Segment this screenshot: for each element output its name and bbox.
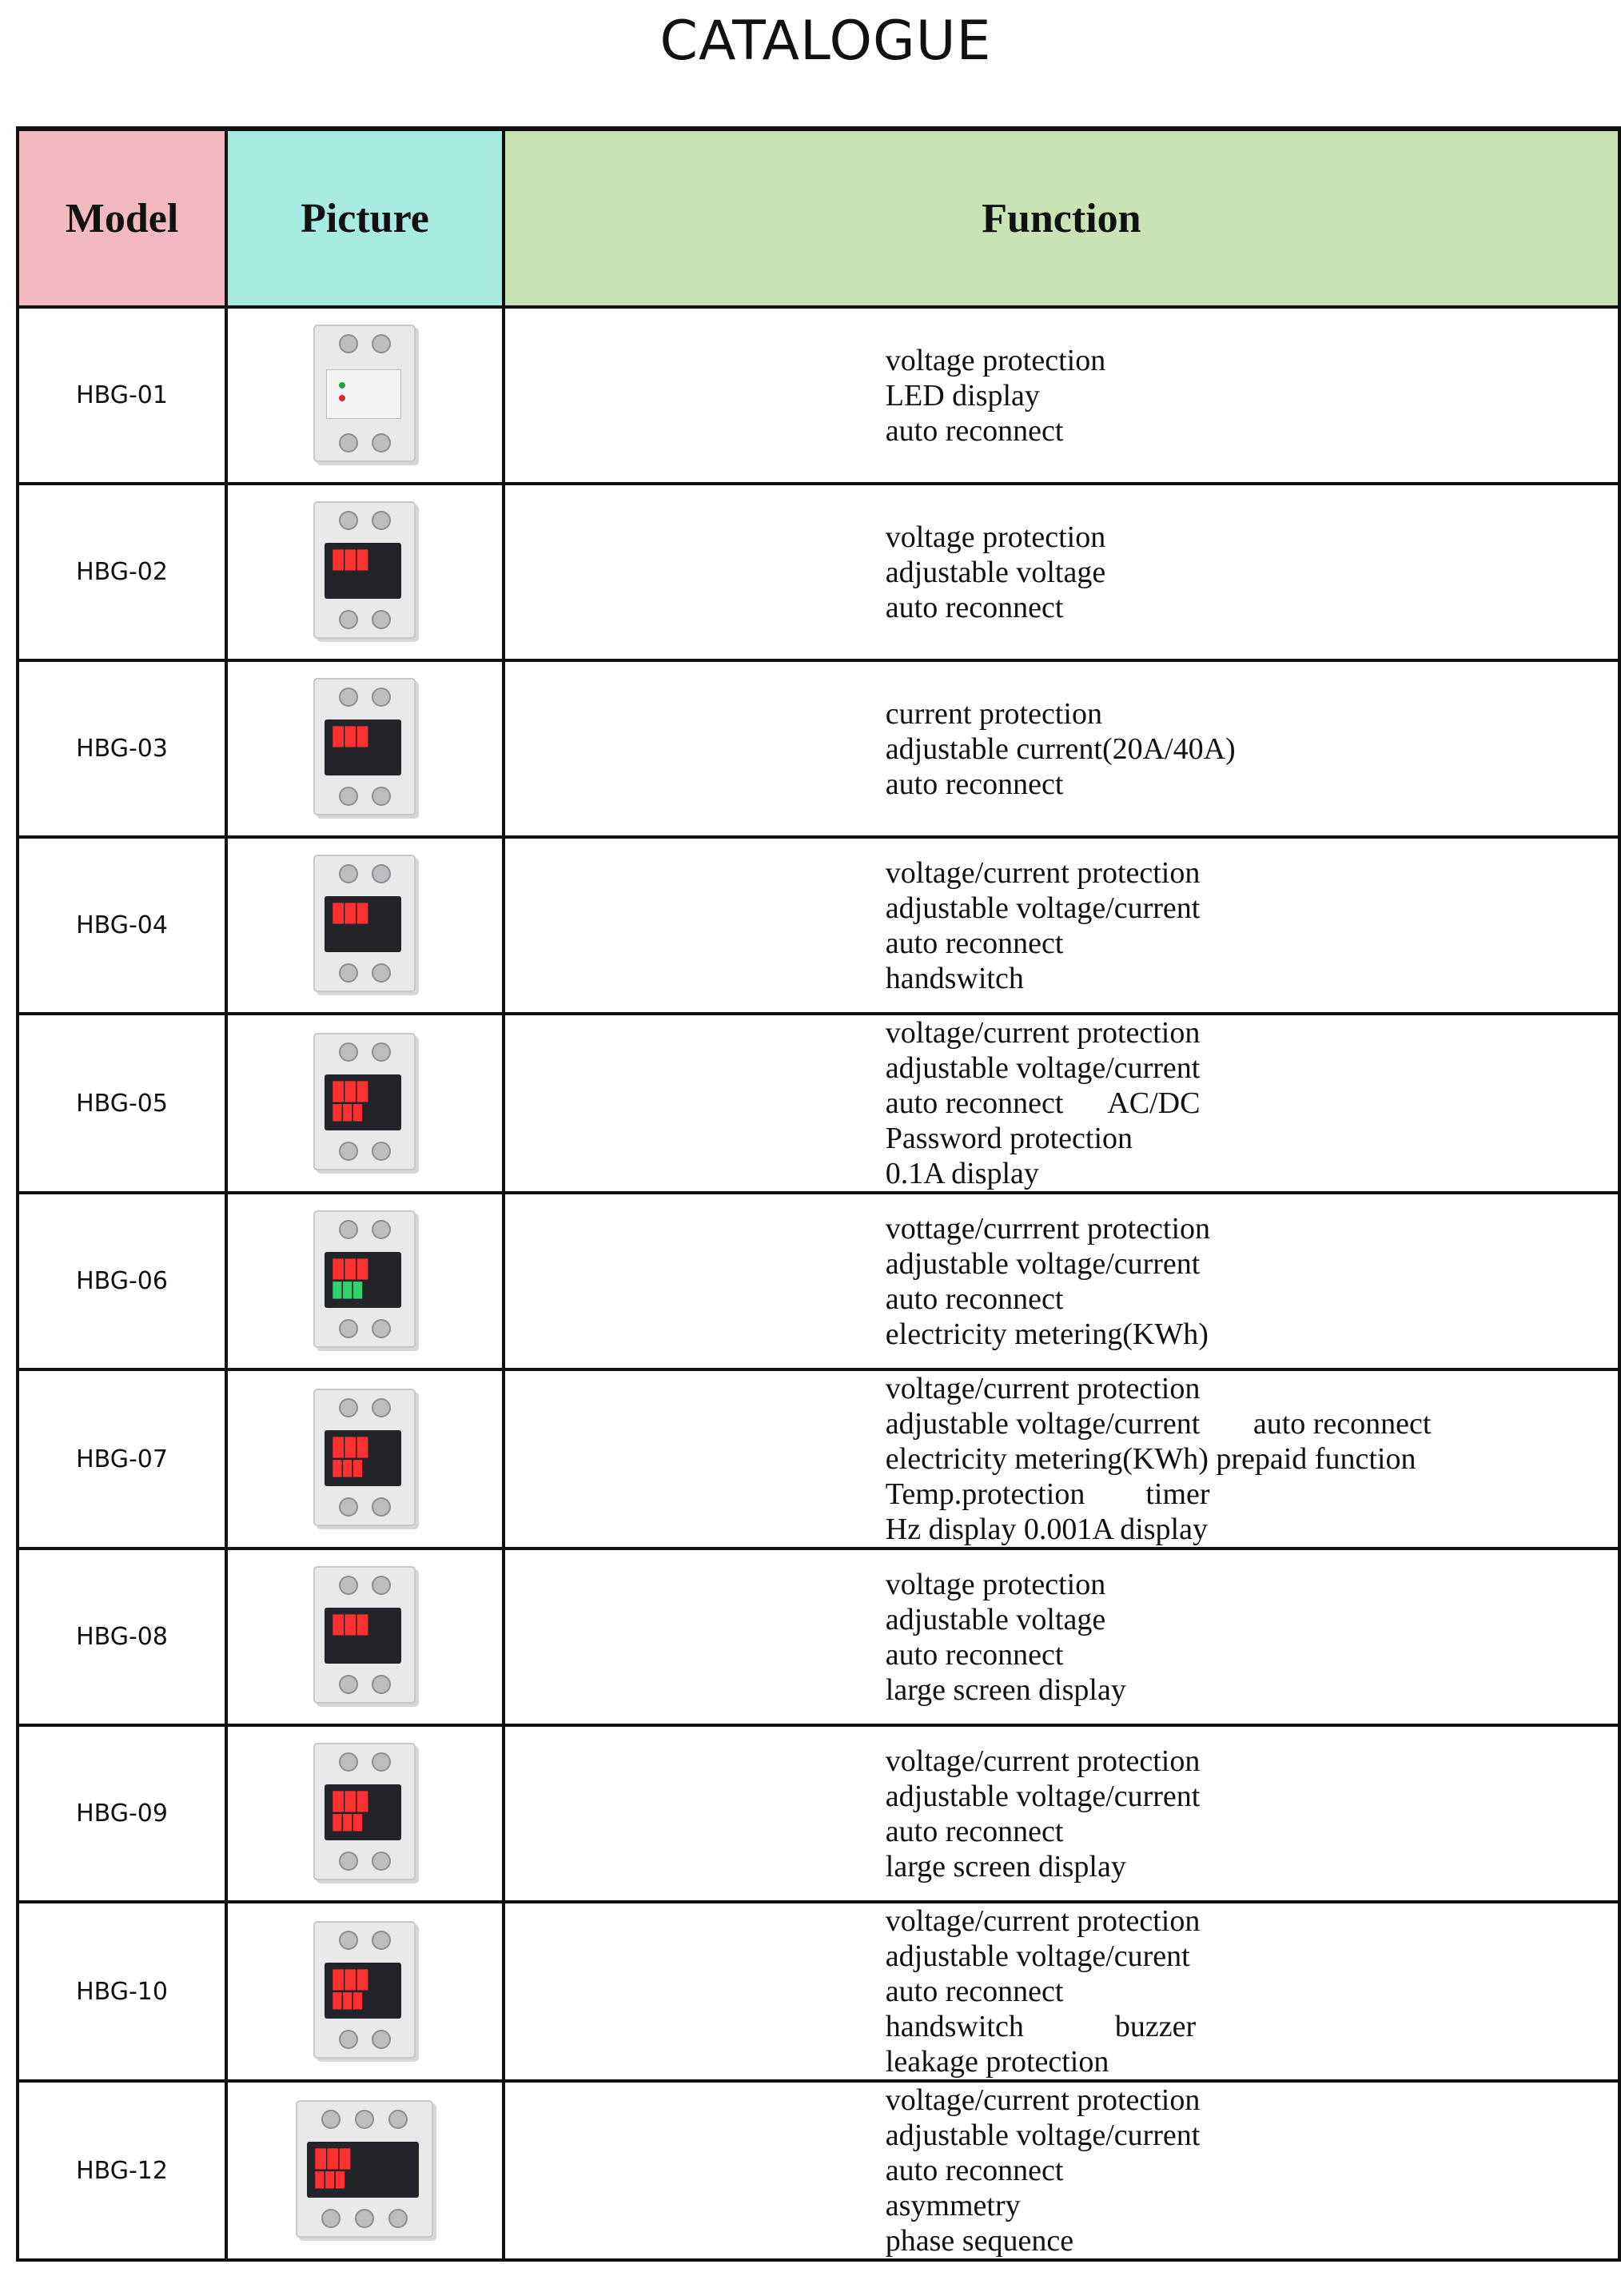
display-panel-icon: [325, 1430, 401, 1486]
screw-icon: [339, 1319, 358, 1338]
function-item: auto reconnect: [885, 1975, 1064, 2008]
table-row: [18, 1902, 1619, 2081]
function-cell: [504, 484, 1619, 660]
function-item: phase sequence: [885, 2224, 1074, 2258]
function-cell: [504, 660, 1619, 837]
function-item: auto reconnect: [885, 1637, 1064, 1672]
picture-cell: [226, 1902, 504, 2081]
function-item: leakage protection: [885, 2045, 1109, 2079]
model-cell: HBG-07: [18, 1369, 226, 1549]
function-item: adjustable current(20A/40A): [885, 731, 1236, 766]
seven-segment-digits-icon: ███: [333, 1282, 364, 1299]
screw-icon: [339, 864, 358, 883]
model-cell: HBG-02: [18, 484, 226, 660]
screw-icon: [388, 2110, 408, 2129]
screw-icon: [372, 511, 391, 530]
function-item: adjustable voltage/current: [885, 1051, 1201, 1085]
function-item: handswitch buzzer: [885, 2010, 1197, 2043]
function-item: voltage/current protection: [885, 1016, 1201, 1050]
table-row: [18, 837, 1619, 1014]
din-rail-protector-display-icon: [313, 501, 416, 639]
seven-segment-digits-icon: ███: [315, 2149, 352, 2170]
header-row: [18, 129, 1619, 307]
seven-segment-digits-icon: ███: [333, 1460, 364, 1477]
table-row: [18, 307, 1619, 484]
screw-icon: [372, 1931, 391, 1950]
function-item: adjustable voltage/current: [885, 2119, 1201, 2152]
display-panel-icon: [325, 896, 401, 952]
screw-icon: [339, 1220, 358, 1239]
table-row: [18, 660, 1619, 837]
seven-segment-digits-icon: ███: [333, 1437, 370, 1458]
display-panel-icon: [307, 2142, 419, 2198]
function-item: large screen display: [885, 1672, 1126, 1707]
display-panel-icon: [325, 543, 401, 599]
screw-icon: [372, 787, 391, 806]
function-item: auto reconnect: [885, 2154, 1064, 2187]
din-rail-protector-large-display-icon: [313, 1566, 416, 1704]
picture-cell: [226, 837, 504, 1014]
seven-segment-digits-icon: ███: [333, 1815, 364, 1832]
seven-segment-digits-icon: ███: [333, 1792, 370, 1812]
seven-segment-digits-icon: ███: [333, 1082, 370, 1102]
screw-icon: [355, 2209, 374, 2228]
function-cell: [504, 1193, 1619, 1369]
function-list: [505, 520, 1618, 625]
picture-cell: [226, 484, 504, 660]
table-row: [18, 1014, 1619, 1193]
function-list: [505, 1567, 1618, 1708]
screw-icon: [372, 963, 391, 983]
screw-icon: [372, 1398, 391, 1417]
screw-icon: [339, 1675, 358, 1694]
screw-icon: [355, 2110, 374, 2129]
screw-icon: [339, 1752, 358, 1772]
function-item: asymmetry: [885, 2189, 1021, 2222]
function-item: adjustable voltage: [885, 1602, 1106, 1636]
table-row: [18, 484, 1619, 660]
screw-icon: [372, 1142, 391, 1161]
function-list: [505, 343, 1618, 448]
display-panel-icon: [325, 1608, 401, 1664]
function-item: voltage/current protection: [885, 1904, 1201, 1938]
screw-icon: [372, 433, 391, 452]
seven-segment-digits-icon: ███: [333, 904, 370, 924]
din-rail-protector-dual-display-icon: [313, 1033, 416, 1170]
screw-icon: [321, 2209, 341, 2228]
screw-icon: [339, 963, 358, 983]
function-item: voltage/current protection: [885, 1372, 1201, 1405]
model-cell: HBG-12: [18, 2081, 226, 2260]
function-cell: [504, 837, 1619, 1014]
seven-segment-digits-icon: ███: [333, 1992, 364, 2010]
table-row: [18, 1369, 1619, 1549]
function-list: [505, 855, 1618, 996]
seven-segment-digits-icon: ███: [333, 727, 370, 747]
function-list: [505, 1015, 1618, 1191]
screw-icon: [372, 1497, 391, 1517]
seven-segment-digits-icon: ███: [333, 1104, 364, 1122]
screw-icon: [372, 1675, 391, 1694]
function-item: Temp.protection timer: [885, 1477, 1210, 1511]
display-panel-icon: [325, 1074, 401, 1130]
picture-cell: [226, 2081, 504, 2260]
screw-icon: [372, 1752, 391, 1772]
screw-icon: [339, 610, 358, 629]
screw-icon: [372, 2030, 391, 2049]
din-rail-protector-switch-icon: [313, 855, 416, 992]
screw-icon: [372, 610, 391, 629]
function-item: Password protection: [885, 1122, 1133, 1155]
function-item: large screen display: [885, 1849, 1126, 1883]
table-row: [18, 1549, 1619, 1725]
screw-icon: [339, 1497, 358, 1517]
picture-cell: [226, 1725, 504, 1902]
function-list: [505, 1371, 1618, 1547]
function-item: auto reconnect AC/DC: [885, 1086, 1201, 1120]
din-rail-protector-multi-display-icon: [313, 1389, 416, 1526]
model-cell: HBG-10: [18, 1902, 226, 2081]
display-panel-icon: [325, 719, 401, 775]
screw-icon: [339, 433, 358, 452]
model-cell: HBG-08: [18, 1549, 226, 1725]
picture-cell: [226, 660, 504, 837]
table-row: [18, 2081, 1619, 2260]
function-item: adjustable voltage/current: [885, 1779, 1201, 1813]
header-picture: Picture: [226, 129, 504, 307]
model-cell: HBG-05: [18, 1014, 226, 1193]
function-item: auto reconnect: [885, 1282, 1064, 1316]
function-list: [505, 2083, 1618, 2258]
display-panel-icon: [325, 1963, 401, 2019]
din-rail-protector-led-icon: [313, 325, 416, 462]
screw-icon: [339, 511, 358, 530]
screw-icon: [339, 1142, 358, 1161]
function-item: auto reconnect: [885, 926, 1064, 960]
screw-icon: [372, 864, 391, 883]
screw-icon: [339, 1576, 358, 1595]
din-rail-protector-three-phase-icon: [296, 2100, 433, 2238]
screw-icon: [339, 1042, 358, 1062]
function-item: current protection: [885, 696, 1102, 731]
function-item: vottage/currrent protection: [885, 1211, 1210, 1246]
screw-icon: [388, 2209, 408, 2228]
display-panel-icon: [325, 1784, 401, 1840]
function-cell: [504, 307, 1619, 484]
model-cell: HBG-03: [18, 660, 226, 837]
seven-segment-digits-icon: ███: [333, 551, 370, 571]
function-item: auto reconnect: [885, 1814, 1064, 1848]
seven-segment-digits-icon: ███: [333, 1970, 370, 1991]
function-item: LED display: [885, 378, 1040, 413]
function-item: electricity metering(KWh): [885, 1317, 1209, 1351]
function-item: auto reconnect: [885, 413, 1064, 448]
screw-icon: [372, 688, 391, 707]
page-title: CATALOGUE: [659, 10, 992, 73]
picture-cell: [226, 1014, 504, 1193]
function-item: Hz display 0.001A display: [885, 1513, 1208, 1546]
screw-icon: [339, 1931, 358, 1950]
screw-icon: [339, 2030, 358, 2049]
function-item: adjustable voltage/current: [885, 891, 1201, 925]
din-rail-protector-leakage-icon: [313, 1921, 416, 2059]
function-item: adjustable voltage: [885, 555, 1106, 589]
function-item: adjustable voltage/current: [885, 1246, 1201, 1281]
din-rail-protector-large-dual-display-icon: [313, 1743, 416, 1880]
model-cell: HBG-06: [18, 1193, 226, 1369]
screw-icon: [339, 1398, 358, 1417]
function-item: auto reconnect: [885, 767, 1064, 801]
function-cell: [504, 1902, 1619, 2081]
function-item: voltage protection: [885, 520, 1106, 554]
picture-cell: [226, 1193, 504, 1369]
screw-icon: [339, 688, 358, 707]
display-panel-icon: [325, 1252, 401, 1308]
function-item: voltage protection: [885, 1567, 1106, 1601]
function-cell: [504, 1725, 1619, 1902]
screw-icon: [372, 1220, 391, 1239]
function-item: voltage protection: [885, 343, 1106, 377]
function-cell: [504, 1549, 1619, 1725]
function-item: adjustable voltage/current auto reconnect: [885, 1407, 1432, 1441]
header-model: Model: [18, 129, 226, 307]
screw-icon: [339, 1852, 358, 1871]
function-item: voltage/current protection: [885, 1744, 1201, 1778]
picture-cell: [226, 1369, 504, 1549]
function-list: [505, 1744, 1618, 1884]
screw-icon: [339, 787, 358, 806]
function-cell: [504, 2081, 1619, 2260]
seven-segment-digits-icon: ███: [333, 1260, 370, 1280]
picture-cell: [226, 1549, 504, 1725]
table-row: [18, 1193, 1619, 1369]
seven-segment-digits-icon: ███: [315, 2171, 346, 2189]
screw-icon: [372, 334, 391, 353]
din-rail-protector-knob-icon: [313, 678, 416, 815]
header-function: Function: [504, 129, 1619, 307]
screw-icon: [372, 1042, 391, 1062]
model-cell: HBG-01: [18, 307, 226, 484]
screw-icon: [321, 2110, 341, 2129]
din-rail-protector-color-display-icon: [313, 1210, 416, 1348]
catalogue-table: [16, 126, 1621, 2262]
screw-icon: [372, 1319, 391, 1338]
screw-icon: [372, 1576, 391, 1595]
label-plate-icon: [326, 369, 401, 419]
seven-segment-digits-icon: ███: [333, 1616, 370, 1636]
screw-icon: [339, 334, 358, 353]
function-list: [505, 1211, 1618, 1352]
model-cell: HBG-04: [18, 837, 226, 1014]
function-list: [505, 1903, 1618, 2079]
function-item: electricity metering(KWh) prepaid function: [885, 1442, 1416, 1476]
function-cell: [504, 1014, 1619, 1193]
function-cell: [504, 1369, 1619, 1549]
function-item: voltage/current protection: [885, 2083, 1201, 2117]
table-row: [18, 1725, 1619, 1902]
screw-icon: [372, 1852, 391, 1871]
picture-cell: [226, 307, 504, 484]
function-item: adjustable voltage/curent: [885, 1939, 1190, 1973]
function-item: auto reconnect: [885, 590, 1064, 624]
function-item: voltage/current protection: [885, 855, 1201, 890]
function-list: [505, 696, 1618, 802]
model-cell: HBG-09: [18, 1725, 226, 1902]
function-item: 0.1A display: [885, 1157, 1039, 1190]
function-item: handswitch: [885, 961, 1024, 995]
